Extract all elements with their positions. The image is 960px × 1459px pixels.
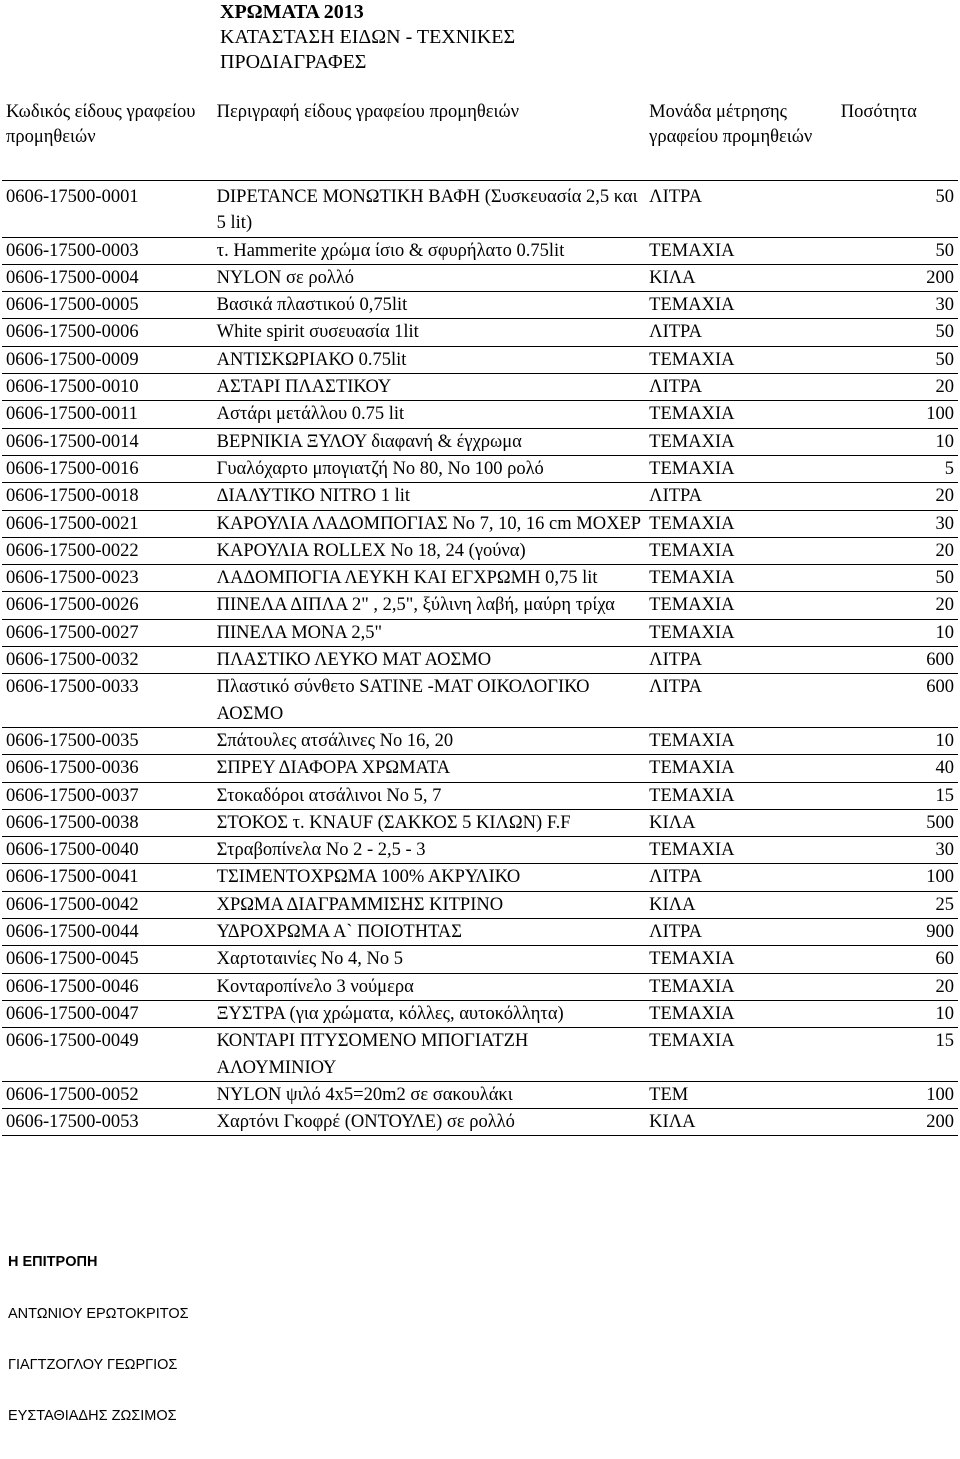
item-code: 0606-17500-0042	[2, 891, 213, 918]
table-row	[2, 973, 958, 1000]
item-code: 0606-17500-0045	[2, 946, 213, 973]
item-code: 0606-17500-0011	[2, 401, 213, 428]
item-description: ΒΕΡΝΙΚΙΑ ΞΥΛΟΥ διαφανή & έγχρωμα	[213, 428, 646, 455]
item-unit: ΛΙΤΡΑ	[645, 181, 837, 238]
table-row	[2, 181, 958, 238]
item-unit: ΛΙΤΡΑ	[645, 674, 837, 728]
signature-block	[8, 1254, 189, 1459]
committee-member: ΕΥΣΤΑΘΙΑΔΗΣ ΖΩΣΙΜΟΣ	[8, 1408, 177, 1424]
item-description: ΤΣΙΜΕΝΤΟΧΡΩΜΑ 100% ΑΚΡΥΛΙΚΟ	[213, 864, 646, 891]
item-code: 0606-17500-0010	[2, 374, 213, 401]
item-description: ΚΑΡΟΥΛΙΑ ROLLEX Νο 18, 24 (γούνα)	[213, 537, 646, 564]
item-description: White spirit συσευασία 1lit	[213, 319, 646, 346]
item-code: 0606-17500-0033	[2, 674, 213, 728]
title-line-3: ΠΡΟΔΙΑΓΡΑΦΕΣ	[220, 51, 367, 73]
item-unit: ΤΕΜΑΧΙΑ	[645, 727, 837, 754]
item-quantity: 50	[837, 181, 958, 238]
table-row	[2, 1000, 958, 1027]
item-quantity: 20	[837, 592, 958, 619]
item-quantity: 15	[837, 782, 958, 809]
table-row	[2, 674, 958, 728]
table-row	[2, 782, 958, 809]
item-code: 0606-17500-0021	[2, 510, 213, 537]
item-code: 0606-17500-0009	[2, 346, 213, 373]
item-code: 0606-17500-0041	[2, 864, 213, 891]
document-title	[220, 0, 515, 75]
item-unit: ΛΙΤΡΑ	[645, 647, 837, 674]
item-code: 0606-17500-0026	[2, 592, 213, 619]
item-code: 0606-17500-0035	[2, 727, 213, 754]
item-description: ΠΛΑΣΤΙΚΟ ΛΕΥΚΟ ΜΑΤ ΑΟΣΜΟ	[213, 647, 646, 674]
item-unit: ΤΕΜΑΧΙΑ	[645, 619, 837, 646]
item-description: Γυαλόχαρτο μπογιατζή Νο 80, Νο 100 ρολό	[213, 455, 646, 482]
item-quantity: 600	[837, 674, 958, 728]
item-quantity: 50	[837, 565, 958, 592]
table-row	[2, 537, 958, 564]
committee-member: ΓΙΑΓΤΖΟΓΛΟΥ ΓΕΩΡΓΙΟΣ	[8, 1357, 178, 1373]
table-row	[2, 837, 958, 864]
item-quantity: 10	[837, 428, 958, 455]
item-unit: ΤΕΜ	[645, 1081, 837, 1108]
table-row	[2, 727, 958, 754]
item-quantity: 30	[837, 510, 958, 537]
item-code: 0606-17500-0053	[2, 1109, 213, 1136]
item-unit: ΛΙΤΡΑ	[645, 319, 837, 346]
item-code: 0606-17500-0005	[2, 292, 213, 319]
item-code: 0606-17500-0006	[2, 319, 213, 346]
item-code: 0606-17500-0032	[2, 647, 213, 674]
item-description: NYLON σε ρολλό	[213, 264, 646, 291]
committee-heading: Η ΕΠΙΤΡΟΠΗ	[8, 1254, 98, 1270]
item-unit: ΤΕΜΑΧΙΑ	[645, 292, 837, 319]
item-unit: ΤΕΜΑΧΙΑ	[645, 237, 837, 264]
item-description: Αστάρι μετάλλου 0.75 lit	[213, 401, 646, 428]
item-unit: ΛΙΤΡΑ	[645, 919, 837, 946]
item-unit: ΤΕΜΑΧΙΑ	[645, 1000, 837, 1027]
table-row	[2, 619, 958, 646]
item-code: 0606-17500-0052	[2, 1081, 213, 1108]
item-description: Σπάτουλες ατσάλινες Νο 16, 20	[213, 727, 646, 754]
table-row	[2, 565, 958, 592]
item-code: 0606-17500-0047	[2, 1000, 213, 1027]
item-quantity: 20	[837, 374, 958, 401]
item-quantity: 100	[837, 864, 958, 891]
item-quantity: 5	[837, 455, 958, 482]
table-row	[2, 946, 958, 973]
header-description: Περιγραφή είδους γραφείου προμηθειών	[213, 100, 646, 181]
item-unit: ΤΕΜΑΧΙΑ	[645, 510, 837, 537]
item-code: 0606-17500-0046	[2, 973, 213, 1000]
table-row	[2, 319, 958, 346]
table-row	[2, 809, 958, 836]
item-code: 0606-17500-0027	[2, 619, 213, 646]
item-quantity: 50	[837, 346, 958, 373]
item-quantity: 60	[837, 946, 958, 973]
item-unit: ΤΕΜΑΧΙΑ	[645, 455, 837, 482]
item-unit: ΤΕΜΑΧΙΑ	[645, 1028, 837, 1082]
table-row	[2, 919, 958, 946]
header-quantity: Ποσότητα	[837, 100, 958, 181]
item-description: ΠΙΝΕΛΑ ΔΙΠΛΑ 2" , 2,5", ξύλινη λαβή, μαύρη τρίχα	[213, 592, 646, 619]
item-quantity: 200	[837, 1109, 958, 1136]
item-quantity: 25	[837, 891, 958, 918]
item-code: 0606-17500-0038	[2, 809, 213, 836]
item-code: 0606-17500-0049	[2, 1028, 213, 1082]
item-code: 0606-17500-0004	[2, 264, 213, 291]
item-code: 0606-17500-0003	[2, 237, 213, 264]
table-row	[2, 401, 958, 428]
items-table	[2, 100, 958, 1136]
item-description: Πλαστικό σύνθετο SATINE -MAT ΟΙΚΟΛΟΓΙΚΟ ΑΟΣΜΟ	[213, 674, 646, 728]
header-code: Κωδικός είδους γραφείου προμηθειών	[2, 100, 213, 181]
item-unit: ΤΕΜΑΧΙΑ	[645, 782, 837, 809]
table-row	[2, 292, 958, 319]
item-quantity: 200	[837, 264, 958, 291]
table-row	[2, 374, 958, 401]
item-code: 0606-17500-0044	[2, 919, 213, 946]
table-row	[2, 1081, 958, 1108]
item-unit: ΤΕΜΑΧΙΑ	[645, 428, 837, 455]
item-description: Χαρτοταινίες Νο 4, Νο 5	[213, 946, 646, 973]
table-row	[2, 264, 958, 291]
item-description: ΔΙΑΛΥΤΙΚΟ NITRO 1 lit	[213, 483, 646, 510]
table-row	[2, 891, 958, 918]
item-unit: ΚΙΛΑ	[645, 809, 837, 836]
table-header-row	[2, 100, 958, 181]
title-line-1: ΧΡΩΜΑΤΑ 2013	[220, 1, 364, 23]
item-description: ΚΑΡΟΥΛΙΑ ΛΑΔΟΜΠΟΓΙΑΣ Νο 7, 10, 16 cm ΜΟΧΕΡ	[213, 510, 646, 537]
item-code: 0606-17500-0037	[2, 782, 213, 809]
item-quantity: 500	[837, 809, 958, 836]
title-line-2: ΚΑΤΑΣΤΑΣΗ ΕΙΔΩΝ - ΤΕΧΝΙΚΕΣ	[220, 26, 516, 48]
item-quantity: 15	[837, 1028, 958, 1082]
item-description: ΑΝΤΙΣΚΩΡΙΑΚΟ 0.75lit	[213, 346, 646, 373]
committee-member: ΑΝΤΩΝΙΟΥ ΕΡΩΤΟΚΡΙΤΟΣ	[8, 1306, 189, 1322]
item-description: τ. Hammerite χρώμα ίσιο & σφυρήλατο 0.75lit	[213, 237, 646, 264]
item-code: 0606-17500-0023	[2, 565, 213, 592]
item-quantity: 900	[837, 919, 958, 946]
item-description: Στραβοπίνελα Νο 2 - 2,5 - 3	[213, 837, 646, 864]
item-quantity: 30	[837, 292, 958, 319]
table-row	[2, 1028, 958, 1082]
item-description: ΥΔΡΟΧΡΩΜΑ Α` ΠΟΙΟΤΗΤΑΣ	[213, 919, 646, 946]
item-code: 0606-17500-0016	[2, 455, 213, 482]
table-row	[2, 755, 958, 782]
item-unit: ΤΕΜΑΧΙΑ	[645, 755, 837, 782]
item-description: Βασικά πλαστικού 0,75lit	[213, 292, 646, 319]
table-row	[2, 510, 958, 537]
table-row	[2, 1109, 958, 1136]
item-unit: ΛΙΤΡΑ	[645, 483, 837, 510]
table-row	[2, 592, 958, 619]
item-code: 0606-17500-0040	[2, 837, 213, 864]
table-row	[2, 428, 958, 455]
item-unit: ΚΙΛΑ	[645, 1109, 837, 1136]
item-quantity: 600	[837, 647, 958, 674]
item-code: 0606-17500-0018	[2, 483, 213, 510]
item-quantity: 20	[837, 973, 958, 1000]
item-unit: ΤΕΜΑΧΙΑ	[645, 973, 837, 1000]
item-quantity: 30	[837, 837, 958, 864]
item-unit: ΤΕΜΑΧΙΑ	[645, 346, 837, 373]
item-unit: ΚΙΛΑ	[645, 264, 837, 291]
item-description: ΚΟΝΤΑΡΙ ΠΤΥΣΟΜΕΝΟ ΜΠΟΓΙΑΤΖΗ ΑΛΟΥΜΙΝΙΟΥ	[213, 1028, 646, 1082]
item-description: Στοκαδόροι ατσάλινοι Νο 5, 7	[213, 782, 646, 809]
table-row	[2, 346, 958, 373]
item-description: ΛΑΔΟΜΠΟΓΙΑ ΛΕΥΚΗ ΚΑΙ ΕΓΧΡΩΜΗ 0,75 lit	[213, 565, 646, 592]
item-description: ΣΤΟΚΟΣ τ. KNAUF (ΣΑΚΚΟΣ 5 ΚΙΛΩΝ) F.F	[213, 809, 646, 836]
item-description: ΞΥΣΤΡΑ (για χρώματα, κόλλες, αυτοκόλλητα)	[213, 1000, 646, 1027]
table-row	[2, 237, 958, 264]
item-quantity: 20	[837, 483, 958, 510]
item-quantity: 20	[837, 537, 958, 564]
item-quantity: 40	[837, 755, 958, 782]
table-row	[2, 864, 958, 891]
item-unit: ΤΕΜΑΧΙΑ	[645, 401, 837, 428]
item-description: ΑΣΤΑΡΙ ΠΛΑΣΤΙΚΟΥ	[213, 374, 646, 401]
item-quantity: 100	[837, 1081, 958, 1108]
item-unit: ΤΕΜΑΧΙΑ	[645, 537, 837, 564]
table-row	[2, 455, 958, 482]
header-unit: Μονάδα μέτρησης γραφείου προμηθειών	[645, 100, 837, 181]
table-body	[2, 181, 958, 1136]
item-code: 0606-17500-0014	[2, 428, 213, 455]
item-quantity: 50	[837, 237, 958, 264]
item-code: 0606-17500-0022	[2, 537, 213, 564]
item-quantity: 10	[837, 1000, 958, 1027]
item-description: ΣΠΡΕΥ ΔΙΑΦΟΡΑ ΧΡΩΜΑΤΑ	[213, 755, 646, 782]
item-unit: ΤΕΜΑΧΙΑ	[645, 592, 837, 619]
item-code: 0606-17500-0001	[2, 181, 213, 238]
item-description: Χαρτόνι Γκοφρέ (ΟΝΤΟΥΛΕ) σε ρολλό	[213, 1109, 646, 1136]
item-unit: ΚΙΛΑ	[645, 891, 837, 918]
item-unit: ΤΕΜΑΧΙΑ	[645, 837, 837, 864]
table-row	[2, 647, 958, 674]
item-unit: ΤΕΜΑΧΙΑ	[645, 565, 837, 592]
item-quantity: 50	[837, 319, 958, 346]
item-description: DIPETANCE ΜΟΝΩΤΙΚΗ ΒΑΦΗ (Συσκευασία 2,5 και 5 lit)	[213, 181, 646, 238]
item-description: ΠΙΝΕΛΑ ΜΟΝΑ 2,5"	[213, 619, 646, 646]
item-unit: ΤΕΜΑΧΙΑ	[645, 946, 837, 973]
item-quantity: 10	[837, 619, 958, 646]
item-unit: ΛΙΤΡΑ	[645, 864, 837, 891]
item-description: NYLON ψιλό 4x5=20m2 σε σακουλάκι	[213, 1081, 646, 1108]
item-description: Κονταροπίνελο 3 νούμερα	[213, 973, 646, 1000]
table-row	[2, 483, 958, 510]
item-description: ΧΡΩΜΑ ΔΙΑΓΡΑΜΜΙΣΗΣ ΚΙΤΡΙΝΟ	[213, 891, 646, 918]
item-code: 0606-17500-0036	[2, 755, 213, 782]
item-quantity: 100	[837, 401, 958, 428]
item-unit: ΛΙΤΡΑ	[645, 374, 837, 401]
item-quantity: 10	[837, 727, 958, 754]
